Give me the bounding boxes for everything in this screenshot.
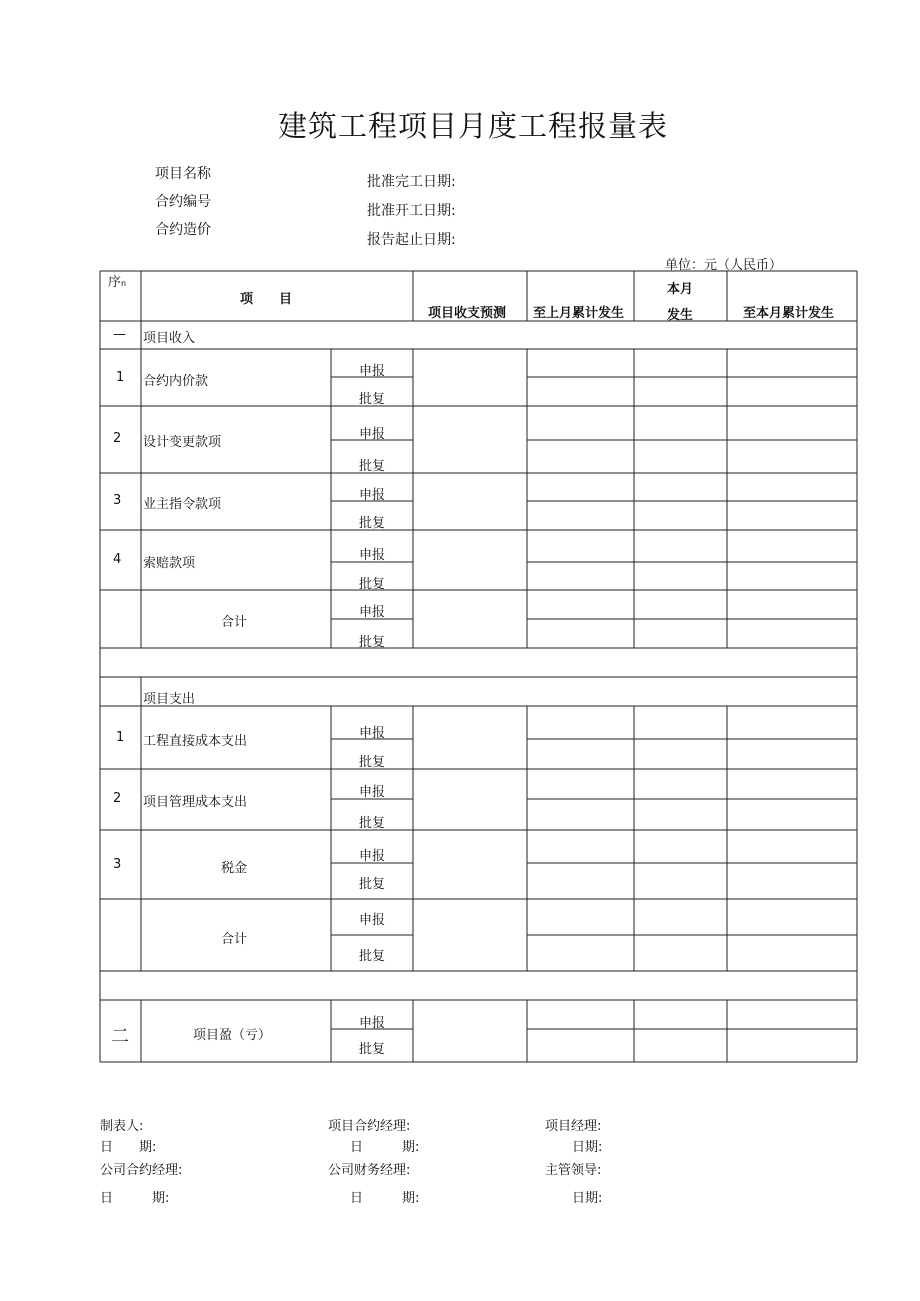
- income-row-no: 4: [113, 552, 122, 567]
- sub-report: 申报: [359, 849, 386, 864]
- info-contract-no: 合约编号: [155, 194, 211, 210]
- info-contract-price: 合约造价: [155, 222, 211, 238]
- header-this-month-top: 本月: [667, 282, 694, 297]
- sub-approve: 批复: [359, 516, 386, 531]
- expense-total-label: 合计: [221, 932, 248, 947]
- income-row-label: 设计变更款项: [143, 435, 222, 450]
- info-project-name: 项目名称: [155, 166, 211, 182]
- sub-report: 申报: [359, 605, 386, 620]
- footer-date-2: 日 期:: [350, 1140, 420, 1155]
- section-income-label: 项目收入: [143, 331, 196, 346]
- footer-date-5: 日 期:: [350, 1191, 420, 1206]
- footer-date-4: 日 期:: [100, 1191, 170, 1206]
- sub-approve: 批复: [359, 635, 386, 650]
- header-curr-cumulative: 至本月累计发生: [743, 306, 835, 321]
- expense-row-label: 工程直接成本支出: [143, 734, 248, 749]
- sub-report: 申报: [359, 364, 386, 379]
- header-prev-cumulative: 至上月累计发生: [533, 306, 625, 321]
- info-approved-start: 批准开工日期:: [367, 203, 456, 219]
- sub-approve: 批复: [359, 816, 386, 831]
- footer-preparer: 制表人:: [100, 1119, 144, 1134]
- sub-report: 申报: [359, 1016, 386, 1031]
- income-row-no: 3: [113, 493, 122, 508]
- header-item: 项 目: [240, 292, 293, 307]
- sub-approve: 批复: [359, 392, 386, 407]
- income-row-no: 2: [113, 431, 122, 446]
- footer-company-contract-manager: 公司合约经理:: [100, 1163, 183, 1178]
- header-this-month-bottom: 发生: [667, 308, 694, 323]
- sub-approve: 批复: [359, 755, 386, 770]
- income-total-label: 合计: [221, 615, 248, 630]
- sub-approve: 批复: [359, 1042, 386, 1057]
- header-seq-suffix: n: [121, 279, 127, 288]
- unit-label: 单位：元（人民币）: [665, 258, 783, 273]
- sub-report: 申报: [359, 913, 386, 928]
- expense-row-label: 税金: [221, 861, 248, 876]
- expense-row-no: 1: [116, 730, 125, 745]
- footer-date-3: 日期:: [572, 1140, 603, 1155]
- header-forecast: 项目收支预测: [428, 306, 507, 321]
- income-row-label: 索赔款项: [143, 556, 196, 571]
- header-seq: 序n: [108, 275, 127, 290]
- sub-approve: 批复: [359, 949, 386, 964]
- footer-date-1: 日 期:: [100, 1140, 157, 1155]
- section-income-no: —: [113, 327, 126, 342]
- sub-report: 申报: [359, 548, 386, 563]
- sub-approve: 批复: [359, 459, 386, 474]
- sub-report: 申报: [359, 726, 386, 741]
- footer-contract-manager: 项目合约经理:: [328, 1119, 411, 1134]
- page-title: 建筑工程项目月度工程报量表: [278, 109, 669, 143]
- sub-approve: 批复: [359, 877, 386, 892]
- income-row-no: 1: [116, 370, 125, 385]
- info-approved-finish: 批准完工日期:: [367, 174, 456, 190]
- expense-row-no: 2: [113, 791, 122, 806]
- footer-company-finance-manager: 公司财务经理:: [328, 1163, 411, 1178]
- expense-row-label: 项目管理成本支出: [143, 795, 248, 810]
- expense-row-no: 3: [113, 857, 122, 872]
- income-row-label: 合约内价款: [143, 374, 209, 389]
- profit-label: 项目盈（亏）: [193, 1028, 272, 1043]
- footer-supervisor: 主管领导:: [545, 1163, 602, 1178]
- footer-project-manager: 项目经理:: [545, 1119, 602, 1134]
- sub-approve: 批复: [359, 577, 386, 592]
- sub-report: 申报: [359, 488, 386, 503]
- footer-date-6: 日期:: [572, 1191, 603, 1206]
- section-expense-label: 项目支出: [143, 692, 196, 707]
- income-row-label: 业主指令款项: [143, 497, 222, 512]
- profit-no: 二: [111, 1026, 129, 1047]
- sub-report: 申报: [359, 427, 386, 442]
- info-report-period: 报告起止日期:: [367, 232, 456, 248]
- sub-report: 申报: [359, 785, 386, 800]
